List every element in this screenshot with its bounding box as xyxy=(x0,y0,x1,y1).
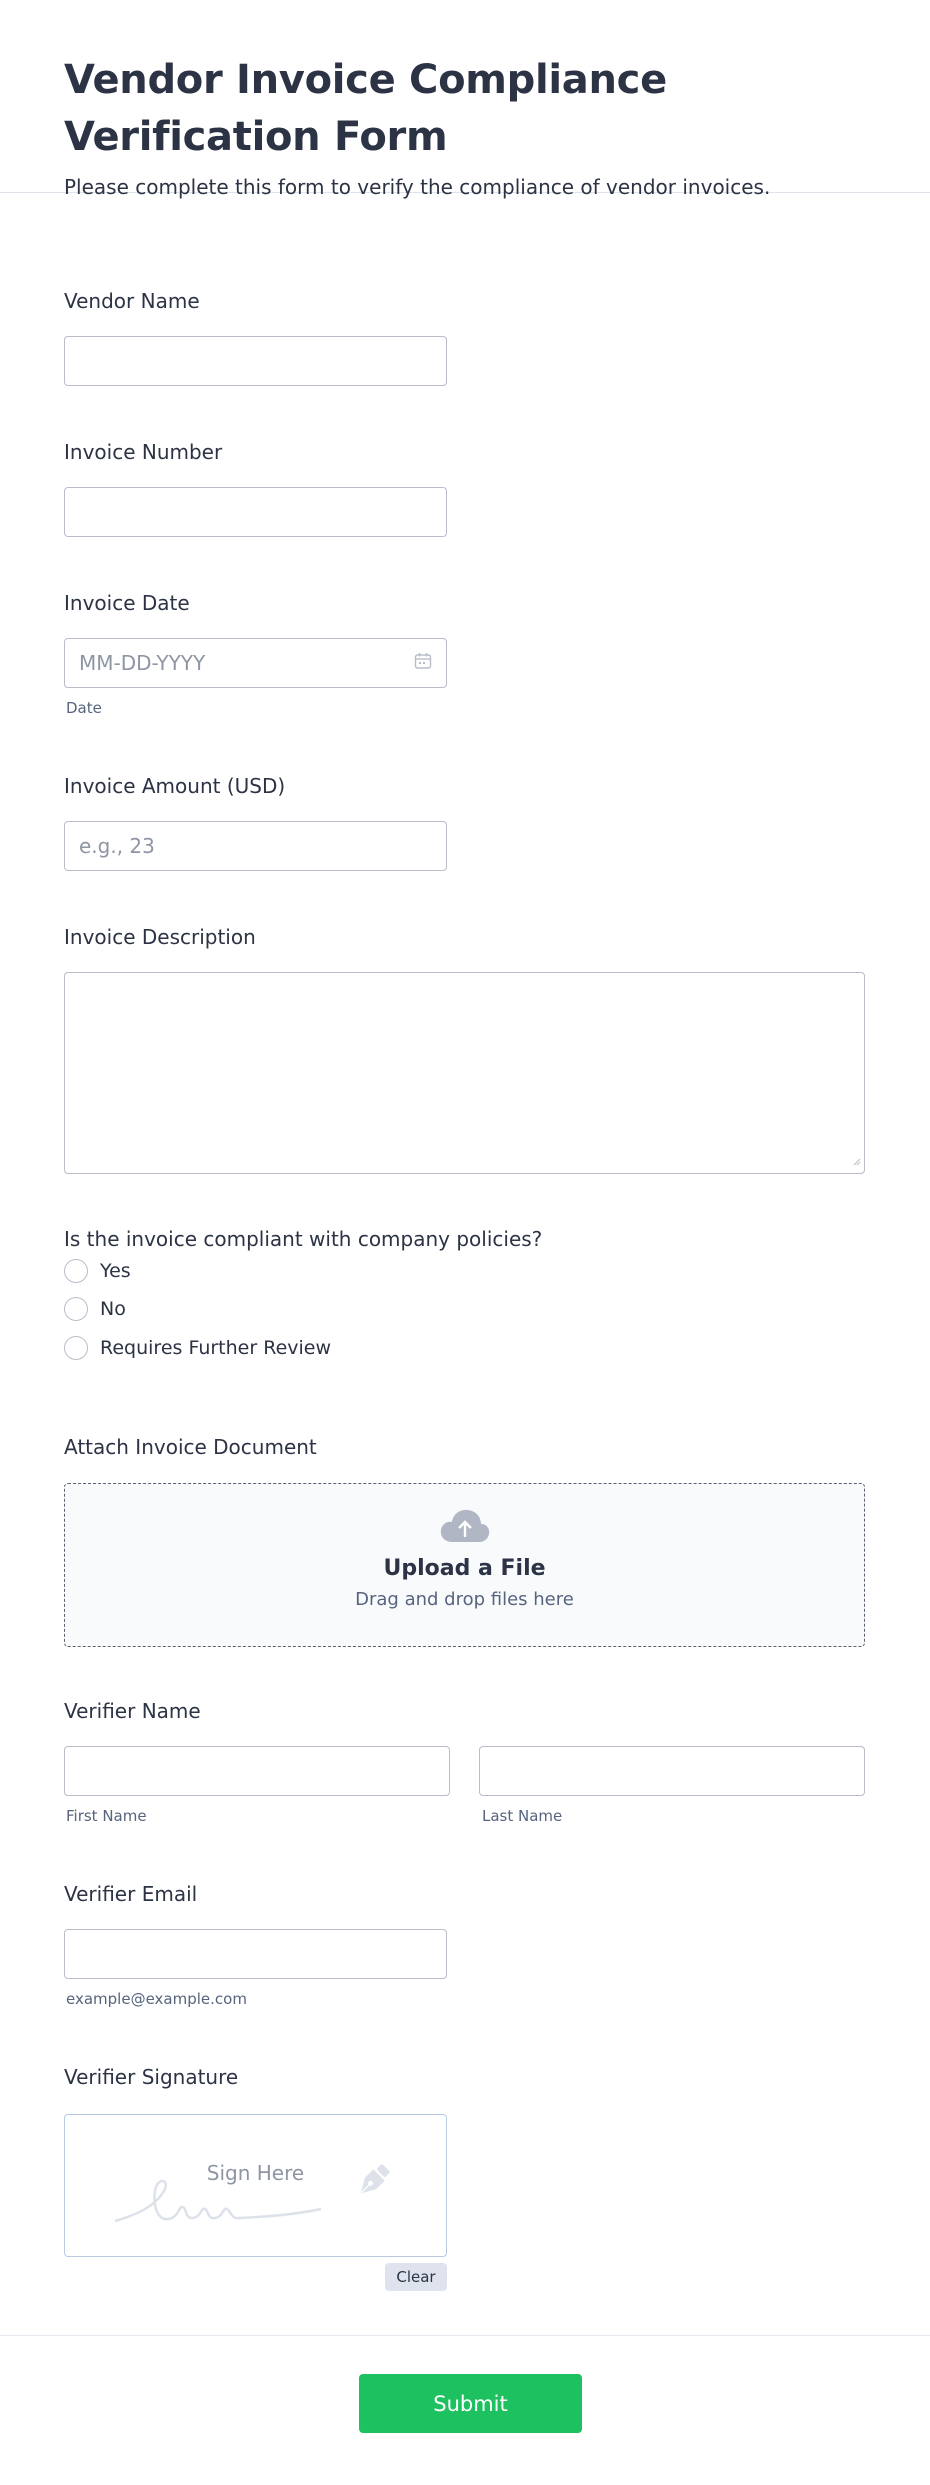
invoice-description-label: Invoice Description xyxy=(64,925,256,949)
invoice-date-label: Invoice Date xyxy=(64,591,190,615)
radio-review[interactable] xyxy=(64,1336,88,1360)
resize-handle-icon[interactable] xyxy=(851,1147,861,1171)
signature-placeholder: Sign Here xyxy=(206,2161,305,2185)
radio-yes-label: Yes xyxy=(100,1260,131,1282)
compliance-option-review[interactable] xyxy=(64,1336,331,1360)
upload-subtitle: Drag and drop files here xyxy=(355,1589,574,1610)
file-upload-dropzone[interactable] xyxy=(64,1483,865,1647)
cloud-upload-icon xyxy=(439,1508,491,1548)
upload-title: Upload a File xyxy=(383,1556,546,1581)
compliance-label: Is the invoice compliant with company policies? xyxy=(64,1227,543,1251)
calendar-icon[interactable] xyxy=(414,651,432,675)
verifier-email-label: Verifier Email xyxy=(64,1882,198,1906)
invoice-date-sublabel: Date xyxy=(66,699,102,717)
compliance-option-yes[interactable] xyxy=(64,1259,131,1283)
attachment-label: Attach Invoice Document xyxy=(64,1435,317,1459)
form-subtitle: Please complete this form to verify the compliance of vendor invoices. xyxy=(64,175,771,199)
verifier-name-label: Verifier Name xyxy=(64,1699,201,1723)
vendor-name-label: Vendor Name xyxy=(64,289,200,313)
signature-clear-button[interactable]: Clear xyxy=(385,2263,447,2291)
verifier-email-sublabel: example@example.com xyxy=(66,1990,247,2008)
form-header xyxy=(0,0,930,199)
compliance-option-no[interactable] xyxy=(64,1297,126,1321)
invoice-date-placeholder: MM-DD-YYYY xyxy=(79,651,206,675)
radio-no-label: No xyxy=(100,1298,126,1320)
submit-button[interactable]: Submit xyxy=(359,2374,582,2433)
first-name-sublabel: First Name xyxy=(66,1807,147,1825)
footer-divider xyxy=(0,2335,930,2336)
verifier-email-input[interactable] xyxy=(64,1929,447,1979)
invoice-date-input[interactable] xyxy=(64,638,447,688)
invoice-number-input[interactable] xyxy=(64,487,447,537)
signature-scribble xyxy=(113,2163,353,2231)
form-title: Vendor Invoice Compliance Verification Form xyxy=(64,57,667,160)
verifier-last-name-input[interactable] xyxy=(479,1746,865,1796)
radio-yes[interactable] xyxy=(64,1259,88,1283)
invoice-number-label: Invoice Number xyxy=(64,440,223,464)
last-name-sublabel: Last Name xyxy=(482,1807,563,1825)
radio-no[interactable] xyxy=(64,1297,88,1321)
invoice-amount-input[interactable]: e.g., 23 xyxy=(64,821,447,871)
invoice-description-textarea[interactable] xyxy=(64,972,865,1174)
verifier-first-name-input[interactable] xyxy=(64,1746,450,1796)
radio-review-label: Requires Further Review xyxy=(100,1337,332,1359)
invoice-amount-label: Invoice Amount (USD) xyxy=(64,774,286,798)
signature-pad[interactable] xyxy=(64,2114,447,2257)
pen-icon xyxy=(350,2160,394,2208)
verifier-signature-label: Verifier Signature xyxy=(64,2065,239,2089)
vendor-name-input[interactable] xyxy=(64,336,447,386)
